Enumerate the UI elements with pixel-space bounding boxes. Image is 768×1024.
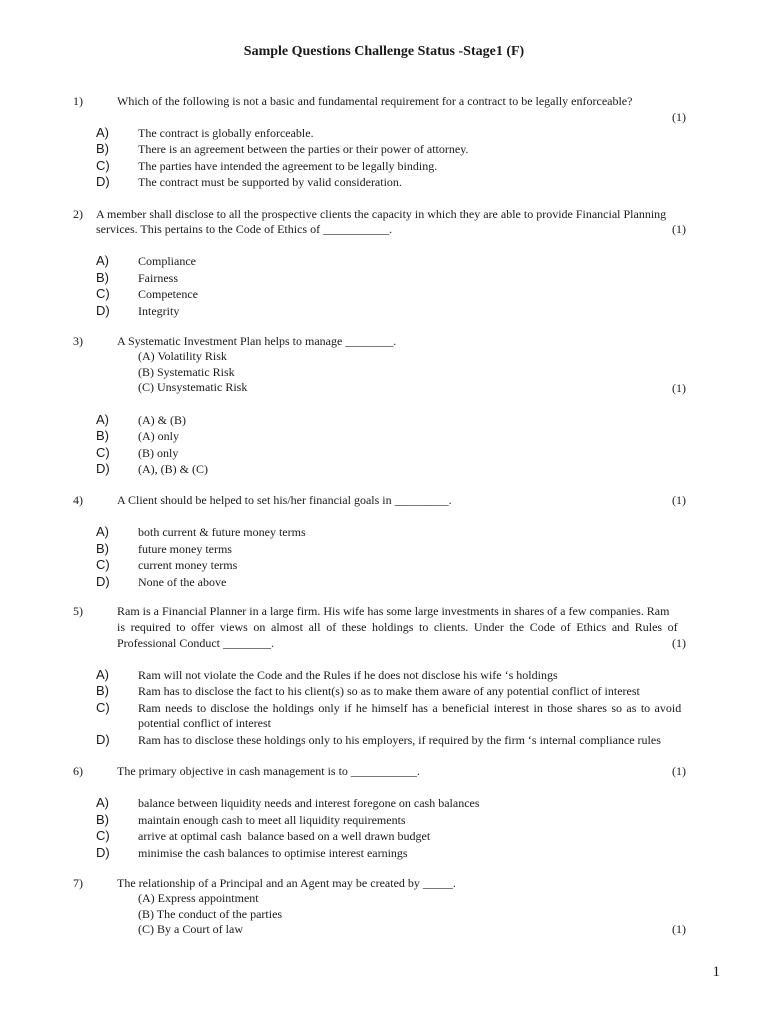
question-6-marks: (1) — [672, 764, 686, 778]
q1-option-d-letter: D) — [96, 174, 110, 189]
question-5-text-line1: Ram is a Financial Planner in a large firm. His wife has some large investments in shares of a few companies. Ram — [117, 604, 670, 618]
question-2-marks: (1) — [672, 222, 686, 236]
page-number: 1 — [712, 964, 720, 980]
q1-option-b-letter: B) — [96, 141, 109, 156]
q2-option-b-letter: B) — [96, 270, 109, 285]
q1-option-d-text: The contract must be supported by valid consideration. — [138, 175, 402, 189]
q2-option-b-text: Fairness — [138, 271, 178, 285]
q6-option-b-letter: B) — [96, 812, 109, 827]
question-7-sub-c: (C) By a Court of law — [138, 922, 243, 936]
q5-option-c-text-line2: potential conflict of interest — [138, 716, 271, 730]
q4-option-c-text: current money terms — [138, 558, 238, 572]
q1-option-a-letter: A) — [96, 125, 109, 140]
q4-option-a-letter: A) — [96, 524, 109, 539]
q5-option-c-text-line1: Ram needs to disclose the holdings only if he himself has a beneficial interest in those shares so as to avoid — [138, 701, 682, 715]
q5-option-d-letter: D) — [96, 732, 110, 747]
q4-option-b-text: future money terms — [138, 542, 232, 556]
q5-option-a-letter: A) — [96, 667, 109, 682]
q5-option-d-text: Ram has to disclose these holdings only to his employers, if required by the firm ‘s internal compliance rules — [138, 733, 661, 747]
q3-option-a-letter: A) — [96, 412, 109, 427]
question-3-marks: (1) — [672, 381, 686, 395]
question-5-text-line2: is required to offer views on almost all of these holdings to clients. Under the Code of Ethics and Rules of — [117, 620, 678, 634]
q2-option-d-letter: D) — [96, 303, 110, 318]
q1-option-b-text: There is an agreement between the parties or their power of attorney. — [138, 142, 469, 156]
q4-option-d-text: None of the above — [138, 575, 227, 589]
question-4-number: 4) — [73, 493, 83, 507]
question-2-text-line1: A member shall disclose to all the prospective clients the capacity in which they are able to provide Financial Planning — [96, 207, 667, 221]
q4-option-d-letter: D) — [96, 574, 110, 589]
q5-option-b-text: Ram has to disclose the fact to his client(s) so as to make them aware of any potential conflict of interest — [138, 684, 640, 698]
q3-option-d-letter: D) — [96, 461, 110, 476]
q6-option-d-text: minimise the cash balances to optimise interest earnings — [138, 846, 408, 860]
q5-option-a-text: Ram will not violate the Code and the Rules if he does not disclose his wife ‘s holdings — [138, 668, 558, 682]
question-6-number: 6) — [73, 764, 83, 778]
question-3-sub-c: (C) Unsystematic Risk — [138, 380, 248, 394]
question-3-sub-b: (B) Systematic Risk — [138, 365, 235, 379]
question-7-sub-b: (B) The conduct of the parties — [138, 907, 283, 921]
q5-option-c-letter: C) — [96, 700, 110, 715]
question-3-sub-a: (A) Volatility Risk — [138, 349, 227, 363]
question-3-text: A Systematic Investment Plan helps to manage ________. — [117, 334, 397, 348]
q3-option-a-text: (A) & (B) — [138, 413, 186, 427]
q2-option-c-text: Competence — [138, 287, 198, 301]
q4-option-c-letter: C) — [96, 557, 110, 572]
question-5-number: 5) — [73, 604, 83, 618]
q1-option-c-text: The parties have intended the agreement to be legally binding. — [138, 159, 438, 173]
question-5-text-line3: Professional Conduct ________. — [117, 636, 274, 650]
question-7-number: 7) — [73, 876, 83, 890]
question-1-marks: (1) — [672, 110, 686, 124]
q4-option-a-text: both current & future money terms — [138, 525, 306, 539]
q1-option-a-text: The contract is globally enforceable. — [138, 126, 314, 140]
q2-option-a-letter: A) — [96, 253, 109, 268]
q4-option-b-letter: B) — [96, 541, 109, 556]
q6-option-c-letter: C) — [96, 828, 110, 843]
q3-option-b-letter: B) — [96, 428, 109, 443]
question-6-text: The primary objective in cash management is to ___________. — [117, 764, 420, 778]
q6-option-b-text: maintain enough cash to meet all liquidity requirements — [138, 813, 406, 827]
q3-option-c-text: (B) only — [138, 446, 179, 460]
question-2-number: 2) — [73, 207, 83, 221]
q2-option-c-letter: C) — [96, 286, 110, 301]
q3-option-c-letter: C) — [96, 445, 110, 460]
q2-option-d-text: Integrity — [138, 304, 180, 318]
q6-option-a-letter: A) — [96, 795, 109, 810]
q6-option-d-letter: D) — [96, 845, 110, 860]
q6-option-c-text: arrive at optimal cash balance based on a well drawn budget — [138, 829, 431, 843]
question-4-marks: (1) — [672, 493, 686, 507]
q3-option-d-text: (A), (B) & (C) — [138, 462, 208, 476]
question-7-marks: (1) — [672, 922, 686, 936]
q6-option-a-text: balance between liquidity needs and interest foregone on cash balances — [138, 796, 480, 810]
question-1-text: Which of the following is not a basic and fundamental requirement for a contract to be legally enforceable? — [117, 94, 633, 108]
q2-option-a-text: Compliance — [138, 254, 196, 268]
question-3-number: 3) — [73, 334, 83, 348]
question-7-text: The relationship of a Principal and an Agent may be created by _____. — [117, 876, 456, 890]
question-2-text-line2: services. This pertains to the Code of Ethics of ___________. — [96, 222, 393, 236]
question-1-number: 1) — [73, 94, 83, 108]
question-7-sub-a: (A) Express appointment — [138, 891, 259, 905]
question-4-text: A Client should be helped to set his/her financial goals in _________. — [117, 493, 452, 507]
q1-option-c-letter: C) — [96, 158, 110, 173]
question-5-marks: (1) — [672, 636, 686, 650]
q3-option-b-text: (A) only — [138, 429, 179, 443]
q5-option-b-letter: B) — [96, 683, 109, 698]
page-title: Sample Questions Challenge Status -Stage1 (F) — [243, 44, 525, 59]
